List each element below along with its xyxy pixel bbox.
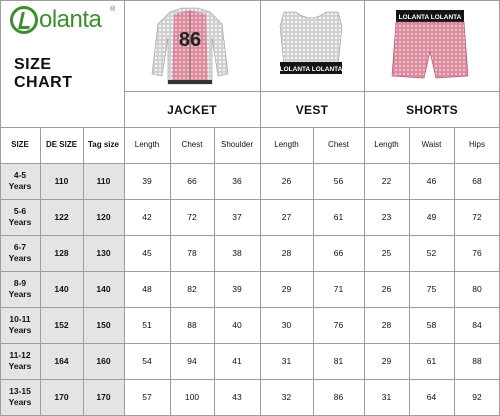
registered-mark: ® — [110, 6, 116, 13]
de-size-cell: 152 — [54, 320, 69, 330]
size-unit: Years — [8, 397, 32, 407]
group-header-jacket: JACKET — [167, 102, 217, 117]
jacket-shoulder-cell: 43 — [232, 392, 242, 402]
tag-size-cell: 150 — [96, 320, 111, 330]
jacket-shoulder-cell: 40 — [232, 320, 242, 330]
size-range: 6-7 — [13, 242, 27, 252]
jacket-chest-cell: 82 — [187, 284, 197, 294]
jacket-length-cell: 54 — [142, 356, 152, 366]
de-size-cell: 128 — [54, 248, 69, 258]
size-range: 11-12 — [9, 350, 31, 360]
shorts-waist-cell: 58 — [426, 320, 437, 330]
size-range: 13-15 — [9, 386, 31, 396]
col-header-size: SIZE — [11, 140, 29, 149]
vest-length-cell: 31 — [281, 356, 292, 366]
vest-length-cell: 28 — [281, 248, 292, 258]
shorts-hips-cell: 88 — [472, 356, 482, 366]
jacket-chest-cell: 78 — [187, 248, 197, 258]
shorts-hips-cell: 92 — [472, 392, 482, 402]
size-cell — [0, 163, 40, 199]
group-header-shorts: SHORTS — [406, 102, 458, 117]
shorts-length-cell: 31 — [381, 392, 392, 402]
tag-size-cell: 130 — [96, 248, 111, 258]
vest-chest-cell: 81 — [333, 356, 344, 366]
shorts-length-cell: 29 — [381, 356, 392, 366]
col-header-shorts-waist: Waist — [421, 140, 442, 149]
col-header-jacket-shoulder: Shoulder — [220, 140, 254, 149]
size-unit: Years — [8, 181, 32, 191]
jacket-shoulder-cell: 38 — [232, 248, 242, 258]
shorts-length-cell: 23 — [381, 212, 392, 222]
de-size-cell: 164 — [54, 356, 69, 366]
de-size-cell: 110 — [54, 176, 69, 186]
shorts-hips-cell: 72 — [472, 212, 482, 222]
tag-size-cell: 170 — [96, 392, 111, 402]
jacket-number-text: 86 — [178, 29, 202, 51]
jacket-length-cell: 57 — [142, 392, 152, 402]
jacket-chest-cell: 88 — [187, 320, 197, 330]
de-size-cell: 140 — [54, 284, 69, 294]
jacket-chest-cell: 66 — [187, 176, 197, 186]
shorts-hips-cell: 68 — [472, 176, 482, 186]
size-cell — [0, 235, 40, 271]
jacket-length-cell: 45 — [142, 248, 152, 258]
size-unit: Years — [8, 253, 32, 263]
shorts-waist-cell: 75 — [426, 284, 437, 294]
shorts-band-text: LOLANTA LOLANTA — [398, 14, 462, 21]
tag-size-cell: 160 — [96, 356, 111, 366]
col-header-jacket-length: Length — [134, 140, 160, 149]
shorts-waist-cell: 61 — [426, 356, 437, 366]
shorts-hips-cell: 80 — [472, 284, 482, 294]
vest-chest-cell: 66 — [333, 248, 344, 258]
vest-band-text: LOLANTA LOLANTA — [279, 66, 343, 73]
vest-length-cell: 29 — [281, 284, 292, 294]
jacket-length-cell: 48 — [142, 284, 152, 294]
vest-chest-cell: 71 — [333, 284, 344, 294]
size-range: 5-6 — [13, 206, 27, 216]
vest-chest-cell: 56 — [333, 176, 344, 186]
col-header-tag-size: Tag size — [88, 140, 119, 149]
shorts-length-cell: 25 — [381, 248, 392, 258]
vest-chest-cell: 61 — [333, 212, 344, 222]
jacket-chest-cell: 94 — [187, 356, 197, 366]
tag-size-cell: 120 — [96, 212, 111, 222]
shorts-hips-cell: 76 — [472, 248, 482, 258]
jacket-length-cell: 39 — [142, 176, 152, 186]
col-header-jacket-chest: Chest — [181, 140, 203, 149]
col-header-vest-length: Length — [274, 140, 299, 149]
jacket-chest-cell: 72 — [187, 212, 197, 222]
size-cell — [0, 379, 40, 415]
tag-size-cell: 140 — [96, 284, 111, 294]
jacket-shoulder-cell: 36 — [232, 176, 242, 186]
de-size-cell: 170 — [54, 392, 69, 402]
shorts-length-cell: 26 — [381, 284, 392, 294]
size-cell — [0, 343, 40, 379]
shorts-hips-cell: 84 — [472, 320, 482, 330]
size-range: 4-5 — [13, 170, 27, 180]
jacket-chest-cell: 100 — [184, 392, 200, 402]
size-cell — [0, 199, 40, 235]
vest-length-cell: 26 — [281, 176, 292, 186]
shorts-length-cell: 22 — [381, 176, 392, 186]
size-range: 8-9 — [13, 278, 27, 288]
size-unit: Years — [8, 325, 32, 335]
col-header-de-size: DE SIZE — [45, 140, 78, 149]
size-chart-title: SIZE CHART — [14, 56, 73, 91]
col-header-shorts-length: Length — [374, 140, 399, 149]
size-unit: Years — [8, 217, 32, 227]
group-header-vest: VEST — [295, 102, 329, 117]
shorts-waist-cell: 64 — [426, 392, 437, 402]
vest-length-cell: 32 — [281, 392, 292, 402]
size-range: 10-11 — [9, 314, 31, 324]
col-header-shorts-hips: Hips — [468, 140, 485, 149]
size-cell — [0, 271, 40, 307]
jacket-length-cell: 51 — [142, 320, 152, 330]
vest-length-cell: 30 — [281, 320, 292, 330]
grid-hline — [0, 0, 500, 1]
size-unit: Years — [8, 361, 32, 371]
shorts-waist-cell: 52 — [426, 248, 437, 258]
vest-length-cell: 27 — [281, 212, 292, 222]
shorts-length-cell: 28 — [381, 320, 392, 330]
jacket-shoulder-cell: 41 — [232, 356, 242, 366]
tag-size-cell: 110 — [96, 176, 111, 186]
jacket-length-cell: 42 — [142, 212, 152, 222]
jacket-shoulder-cell: 37 — [232, 212, 242, 222]
shorts-waist-cell: 46 — [426, 176, 437, 186]
vest-chest-cell: 76 — [333, 320, 344, 330]
de-size-cell: 122 — [54, 212, 69, 222]
brand-name: olanta — [39, 6, 102, 33]
vest-chest-cell: 86 — [333, 392, 344, 402]
shorts-waist-cell: 49 — [426, 212, 437, 222]
jacket-shoulder-cell: 39 — [232, 284, 242, 294]
size-unit: Years — [8, 289, 32, 299]
size-cell — [0, 307, 40, 343]
col-header-vest-chest: Chest — [328, 140, 349, 149]
